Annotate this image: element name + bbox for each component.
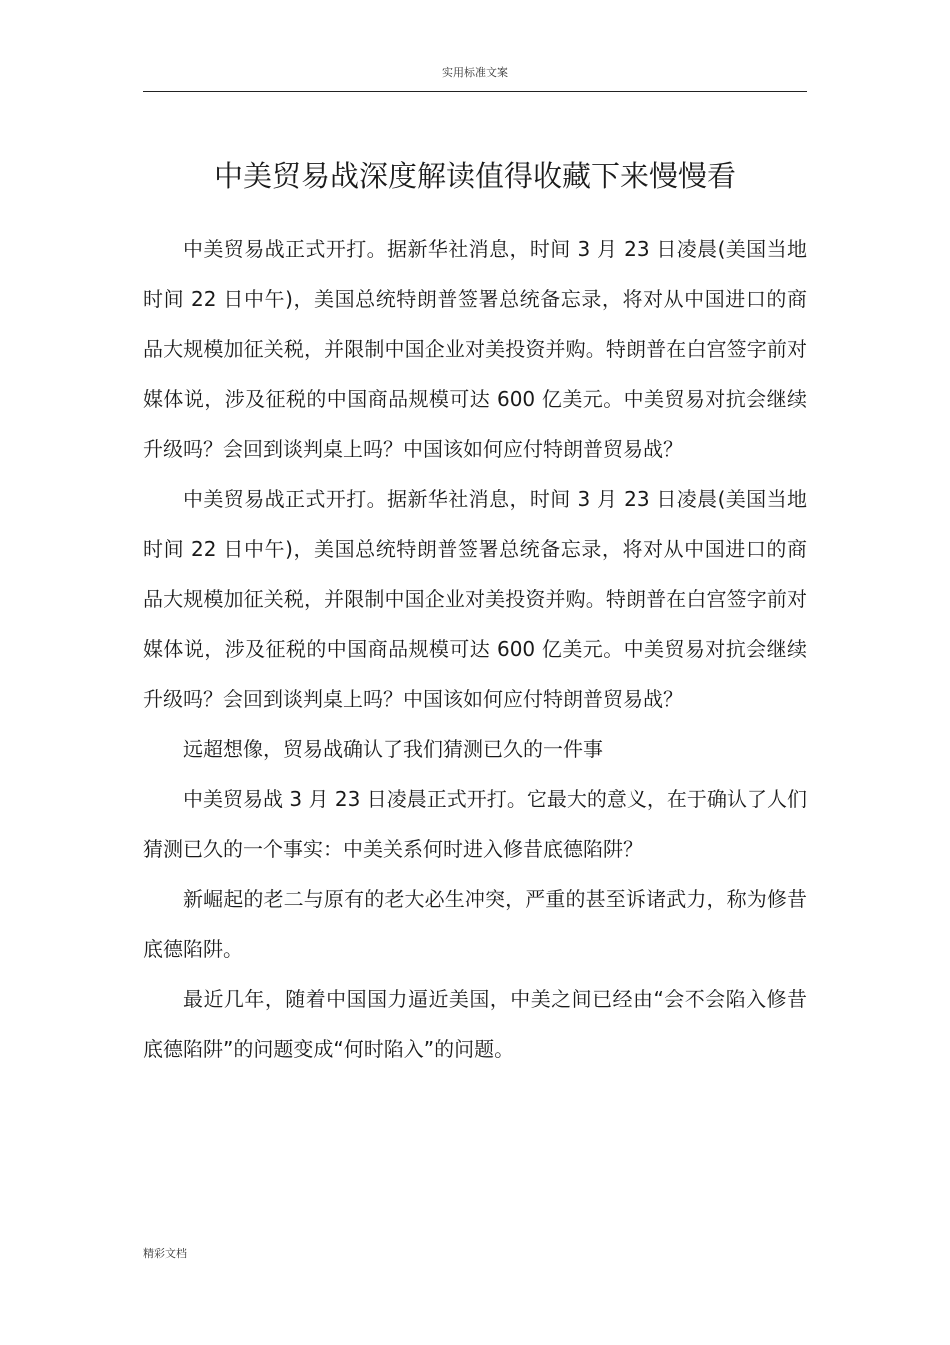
paragraph-3: 远超想像，贸易战确认了我们猜测已久的一件事 xyxy=(183,737,603,761)
page-header: 实用标准文案 xyxy=(442,66,508,79)
paragraph-1: 中美贸易战正式开打。据新华社消息，时间 3 月 23 日凌晨(美国当地时间 22 日中午)，美国总统特朗普签署总统备忘录，将对从中国进口的商品大规模加征关税，并限制中国企业对美投资并购。特朗普在白宫签字前对媒体说，涉及征税的中国商品规模可达 600 亿美元。中美贸易对抗会继续升级吗？会回到谈判桌上吗？中国该如何应付特朗普贸易战？ xyxy=(143,237,807,461)
paragraph-4: 中美贸易战 3 月 23 日凌晨正式开打。它最大的意义，在于确认了人们猜测已久的一个事实：中美关系何时进入修昔底德陷阱？ xyxy=(143,787,807,861)
paragraph-6: 最近几年，随着中国国力逼近美国，中美之间已经由“会不会陷入修昔底德陷阱”的问题变成“何时陷入”的问题。 xyxy=(143,987,807,1061)
page-footer: 精彩文档 xyxy=(143,1247,187,1260)
header-divider xyxy=(143,91,807,92)
paragraph-5: 新崛起的老二与原有的老大必生冲突，严重的甚至诉诸武力，称为修昔底德陷阱。 xyxy=(143,887,807,961)
paragraph-2: 中美贸易战正式开打。据新华社消息，时间 3 月 23 日凌晨(美国当地时间 22 日中午)，美国总统特朗普签署总统备忘录，将对从中国进口的商品大规模加征关税，并限制中国企业对美投资并购。特朗普在白宫签字前对媒体说，涉及征税的中国商品规模可达 600 亿美元。中美贸易对抗会继续升级吗？会回到谈判桌上吗？中国该如何应付特朗普贸易战？ xyxy=(143,487,807,711)
document-body xyxy=(143,224,807,1074)
document-title: 中美贸易战深度解读值得收藏下来慢慢看 xyxy=(213,159,736,193)
